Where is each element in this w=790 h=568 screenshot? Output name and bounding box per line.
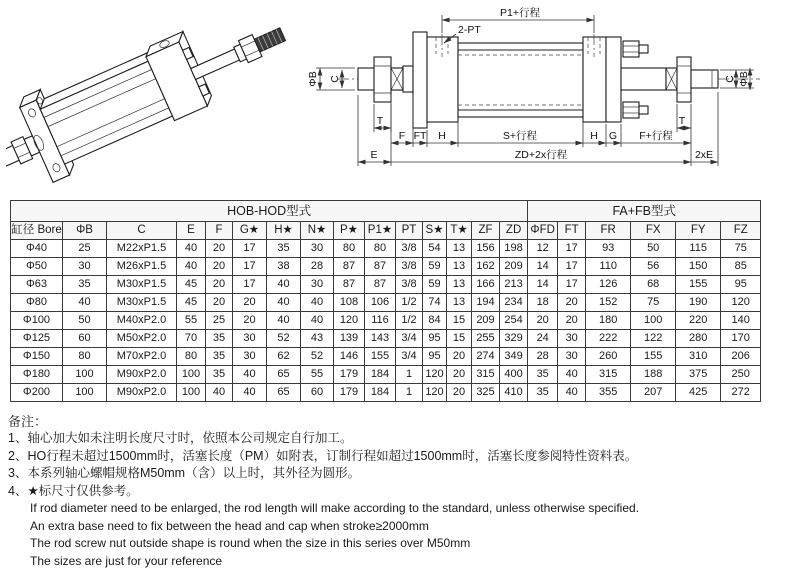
table-cell: 206: [721, 348, 761, 366]
table-cell: 30: [558, 348, 586, 366]
table-cell: M22xP1.5: [107, 240, 177, 258]
table-cell: 80: [334, 240, 365, 258]
table-cell: 30: [233, 348, 267, 366]
dim-label-ft: FT: [413, 130, 427, 142]
table-cell: 13: [447, 276, 472, 294]
table-cell: 56: [631, 258, 676, 276]
table-cell: 52: [301, 348, 334, 366]
table-cell: 20: [233, 294, 267, 312]
table-cell: 40: [267, 312, 301, 330]
table-cell: 274: [472, 348, 500, 366]
table-cell: 100: [631, 312, 676, 330]
table-cell: 116: [365, 312, 396, 330]
table-row: [11, 384, 761, 402]
note-cn-1: 1、轴心加大如未注明长度尺寸时，依照本公司规定自行加工。: [8, 431, 353, 445]
cylinder-isometric-drawing: [6, 2, 296, 192]
table-cell: 75: [631, 294, 676, 312]
table-cell: 59: [423, 276, 447, 294]
column-header: S★: [423, 222, 447, 240]
table-cell: 108: [334, 294, 365, 312]
column-header: 缸径 Bore: [11, 222, 63, 240]
dim-label-h-left: H: [438, 130, 446, 142]
table-cell: 95: [423, 348, 447, 366]
dim-label-phib-right: ΦB: [738, 71, 750, 87]
table-cell: 28: [528, 348, 558, 366]
table-cell: 18: [528, 294, 558, 312]
table-cell: 425: [676, 384, 721, 402]
table-cell: 122: [631, 330, 676, 348]
table-cell: M40xP2.0: [107, 312, 177, 330]
table-cell: 20: [558, 312, 586, 330]
table-cell: 25: [206, 312, 233, 330]
table-cell: 40: [267, 276, 301, 294]
table-cell: 85: [721, 258, 761, 276]
column-header: ΦFD: [528, 222, 558, 240]
table-cell: 50: [63, 312, 107, 330]
table-cell: 20: [206, 276, 233, 294]
table-cell: 146: [334, 348, 365, 366]
table-cell: 329: [500, 330, 528, 348]
table-cell: 68: [631, 276, 676, 294]
table-row: [11, 366, 761, 384]
table-cell: 87: [334, 258, 365, 276]
dim-label-c-left: C: [329, 75, 341, 83]
table-cell: 20: [558, 294, 586, 312]
table-cell: 50: [631, 240, 676, 258]
note-en-2: An extra base need to fix between the head and cap when stroke≥2000mm: [30, 518, 429, 533]
table-row: [11, 330, 761, 348]
table-cell: 106: [365, 294, 396, 312]
dim-label-2xe: 2xE: [694, 149, 714, 161]
cylinder-side-view: [338, 32, 760, 128]
table-cell: 100: [177, 366, 206, 384]
dim-label-t-left: T: [376, 115, 384, 127]
table-cell: 20: [447, 366, 472, 384]
table-cell: 40: [233, 384, 267, 402]
table-cell: 30: [558, 330, 586, 348]
table-cell: 1: [396, 366, 423, 384]
table-cell: Φ80: [11, 294, 63, 312]
table-cell: 234: [500, 294, 528, 312]
column-header: ΦB: [63, 222, 107, 240]
table-cell: 65: [267, 366, 301, 384]
column-header: N★: [301, 222, 334, 240]
table-cell: Φ150: [11, 348, 63, 366]
table-cell: 198: [500, 240, 528, 258]
table-cell: 13: [447, 258, 472, 276]
table-cell: 52: [267, 330, 301, 348]
table-row: [11, 258, 761, 276]
table-cell: 30: [301, 276, 334, 294]
table-cell: 120: [721, 294, 761, 312]
table-cell: M50xP2.0: [107, 330, 177, 348]
table-cell: 30: [233, 330, 267, 348]
table-cell: 220: [676, 312, 721, 330]
table-cell: 20: [206, 294, 233, 312]
table-cell: 40: [558, 384, 586, 402]
table-cell: 1/2: [396, 294, 423, 312]
dim-label-phib-left: ΦB: [307, 71, 319, 87]
dim-label-zd-stroke: ZD+2x行程: [514, 149, 568, 161]
column-header: E: [177, 222, 206, 240]
table-cell: 25: [63, 240, 107, 258]
table-cell: Φ200: [11, 384, 63, 402]
table-cell: 315: [472, 366, 500, 384]
group-header-hob-hod: HOB-HOD型式: [11, 201, 528, 222]
table-cell: M90xP2.0: [107, 384, 177, 402]
table-cell: 74: [423, 294, 447, 312]
column-header: F: [206, 222, 233, 240]
table-cell: 3/4: [396, 330, 423, 348]
table-cell: 84: [423, 312, 447, 330]
table-cell: 17: [233, 240, 267, 258]
table-cell: 20: [233, 312, 267, 330]
table-cell: 43: [301, 330, 334, 348]
table-cell: 20: [206, 258, 233, 276]
table-cell: 120: [423, 366, 447, 384]
table-cell: 20: [528, 312, 558, 330]
dim-label-f-stroke: F+行程: [639, 130, 673, 142]
note-cn-2: 2、HO行程未超过1500mm时，活塞长度（PM）如附表，订制行程如超过1500mm时，活塞长度参阅特性资料表。: [8, 448, 638, 463]
table-cell: 3/8: [396, 240, 423, 258]
table-cell: 162: [472, 258, 500, 276]
table-cell: 355: [586, 384, 631, 402]
table-cell: 20: [447, 384, 472, 402]
table-cell: 155: [365, 348, 396, 366]
table-cell: 40: [63, 294, 107, 312]
dim-label-e: E: [370, 149, 378, 161]
table-cell: 17: [558, 258, 586, 276]
dim-label-p1-stroke: P1+行程: [500, 7, 540, 19]
dim-label-t-right: T: [678, 115, 686, 127]
table-cell: Φ50: [11, 258, 63, 276]
table-cell: Φ125: [11, 330, 63, 348]
table-cell: 272: [721, 384, 761, 402]
table-cell: 180: [586, 312, 631, 330]
table-cell: 13: [447, 240, 472, 258]
table-row: [11, 312, 761, 330]
table-cell: 17: [233, 276, 267, 294]
table-cell: 54: [423, 240, 447, 258]
table-cell: 60: [63, 330, 107, 348]
table-cell: 93: [586, 240, 631, 258]
table-cell: 40: [233, 366, 267, 384]
table-cell: 255: [472, 330, 500, 348]
column-header: PT: [396, 222, 423, 240]
table-cell: 410: [500, 384, 528, 402]
table-cell: 349: [500, 348, 528, 366]
table-cell: 375: [676, 366, 721, 384]
table-cell: 400: [500, 366, 528, 384]
table-cell: 80: [63, 348, 107, 366]
group-header-row: [11, 201, 761, 222]
table-cell: 95: [721, 276, 761, 294]
table-cell: 140: [721, 312, 761, 330]
table-cell: 1/2: [396, 312, 423, 330]
column-header: G★: [233, 222, 267, 240]
table-cell: 179: [334, 366, 365, 384]
table-cell: 87: [334, 276, 365, 294]
column-header: FX: [631, 222, 676, 240]
table-cell: 38: [267, 258, 301, 276]
table-cell: 13: [447, 294, 472, 312]
table-cell: 120: [334, 312, 365, 330]
table-row: [11, 348, 761, 366]
table-cell: 100: [63, 366, 107, 384]
table-cell: 254: [500, 312, 528, 330]
note-en-4: The sizes are just for your reference: [30, 553, 223, 568]
note-en-1: If rod diameter need to be enlarged, the rod length will make according to the standard, unless otherwise specified.: [30, 501, 640, 515]
table-cell: 60: [301, 384, 334, 402]
table-cell: 115: [676, 240, 721, 258]
table-cell: 40: [177, 258, 206, 276]
dim-label-2pt: 2-PT: [458, 24, 481, 36]
table-cell: 45: [177, 294, 206, 312]
table-cell: 35: [528, 384, 558, 402]
table-cell: 222: [586, 330, 631, 348]
table-cell: 120: [423, 384, 447, 402]
table-cell: 35: [206, 330, 233, 348]
note-en-3: The rod screw nut outside shape is round when the size in this series over M50mm: [30, 536, 471, 550]
table-cell: 209: [472, 312, 500, 330]
table-cell: 209: [500, 258, 528, 276]
column-header: T★: [447, 222, 472, 240]
table-cell: 100: [63, 384, 107, 402]
dim-label-s-stroke: S+行程: [502, 130, 538, 142]
table-cell: 55: [301, 366, 334, 384]
column-header: FY: [676, 222, 721, 240]
column-header: FZ: [721, 222, 761, 240]
table-cell: 260: [586, 348, 631, 366]
table-cell: 20: [447, 348, 472, 366]
note-cn-4: 4、★标尺寸仅供参考。: [8, 483, 139, 498]
table-cell: M90xP2.0: [107, 366, 177, 384]
table-cell: 152: [586, 294, 631, 312]
dim-label-f: F: [398, 130, 406, 142]
table-cell: 35: [206, 348, 233, 366]
table-cell: 15: [447, 312, 472, 330]
table-cell: 35: [63, 276, 107, 294]
note-cn-3: 3、本系列轴心螺帽规格M50mm（含）以上时，其外径为圆形。: [8, 466, 361, 480]
table-row: [11, 240, 761, 258]
column-header: P1★: [365, 222, 396, 240]
table-cell: 55: [177, 312, 206, 330]
column-header-row: [11, 222, 761, 240]
table-cell: 40: [558, 366, 586, 384]
table-cell: 40: [301, 312, 334, 330]
table-cell: 62: [267, 348, 301, 366]
table-cell: 143: [365, 330, 396, 348]
table-cell: 20: [206, 240, 233, 258]
table-cell: 65: [267, 384, 301, 402]
table-cell: 95: [423, 330, 447, 348]
column-header: H★: [267, 222, 301, 240]
table-cell: 250: [721, 366, 761, 384]
table-cell: 1: [396, 384, 423, 402]
table-cell: 40: [177, 240, 206, 258]
table-cell: 315: [586, 366, 631, 384]
table-cell: 75: [721, 240, 761, 258]
dim-label-g: G: [608, 130, 618, 142]
column-header: FR: [586, 222, 631, 240]
table-cell: 59: [423, 258, 447, 276]
notes-section: [8, 413, 786, 568]
table-cell: 80: [177, 348, 206, 366]
table-cell: 155: [631, 348, 676, 366]
table-cell: 139: [334, 330, 365, 348]
isometric-cylinder: [6, 2, 296, 192]
spec-table: [10, 200, 761, 402]
table-cell: 35: [267, 240, 301, 258]
table-cell: 310: [676, 348, 721, 366]
table-cell: 28: [301, 258, 334, 276]
table-cell: Φ40: [11, 240, 63, 258]
table-cell: 40: [301, 294, 334, 312]
table-row: [11, 294, 761, 312]
dim-label-h-right: H: [590, 130, 598, 142]
table-cell: 80: [365, 240, 396, 258]
table-cell: 24: [528, 330, 558, 348]
table-cell: 40: [267, 294, 301, 312]
column-header: C: [107, 222, 177, 240]
table-cell: 194: [472, 294, 500, 312]
table-cell: 188: [631, 366, 676, 384]
table-cell: 126: [586, 276, 631, 294]
table-cell: M30xP1.5: [107, 294, 177, 312]
table-cell: 3/4: [396, 348, 423, 366]
table-cell: 87: [365, 258, 396, 276]
table-cell: 35: [528, 366, 558, 384]
table-cell: Φ100: [11, 312, 63, 330]
table-cell: 14: [528, 258, 558, 276]
table-row: [11, 276, 761, 294]
table-cell: 110: [586, 258, 631, 276]
table-cell: 30: [301, 240, 334, 258]
table-cell: 17: [558, 240, 586, 258]
table-cell: 325: [472, 384, 500, 402]
table-cell: 213: [500, 276, 528, 294]
table-cell: Φ63: [11, 276, 63, 294]
table-cell: 87: [365, 276, 396, 294]
table-cell: M70xP2.0: [107, 348, 177, 366]
table-cell: 156: [472, 240, 500, 258]
table-cell: 184: [365, 366, 396, 384]
column-header: ZD: [500, 222, 528, 240]
table-cell: 12: [528, 240, 558, 258]
table-cell: 100: [177, 384, 206, 402]
table-cell: 170: [721, 330, 761, 348]
cylinder-dimension-drawing: [298, 0, 790, 190]
table-cell: 40: [206, 384, 233, 402]
table-cell: 280: [676, 330, 721, 348]
table-cell: 190: [676, 294, 721, 312]
column-header: ZF: [472, 222, 500, 240]
table-cell: 70: [177, 330, 206, 348]
spec-table-body: [11, 240, 761, 402]
column-header: P★: [334, 222, 365, 240]
table-cell: 17: [233, 258, 267, 276]
table-cell: 3/8: [396, 258, 423, 276]
table-cell: 155: [676, 276, 721, 294]
table-cell: 17: [558, 276, 586, 294]
notes-title: 备注：: [8, 414, 48, 429]
table-cell: M26xP1.5: [107, 258, 177, 276]
dim-label-c-right: C: [724, 75, 736, 83]
group-header-fa-fb: FA+FB型式: [528, 201, 761, 222]
table-cell: M30xP1.5: [107, 276, 177, 294]
table-cell: 3/8: [396, 276, 423, 294]
table-cell: 35: [206, 366, 233, 384]
column-header: FT: [558, 222, 586, 240]
table-cell: 207: [631, 384, 676, 402]
table-cell: 166: [472, 276, 500, 294]
table-cell: 179: [334, 384, 365, 402]
table-cell: 45: [177, 276, 206, 294]
table-cell: 184: [365, 384, 396, 402]
table-cell: Φ180: [11, 366, 63, 384]
table-cell: 15: [447, 330, 472, 348]
table-cell: 14: [528, 276, 558, 294]
table-cell: 30: [63, 258, 107, 276]
table-cell: 150: [676, 258, 721, 276]
